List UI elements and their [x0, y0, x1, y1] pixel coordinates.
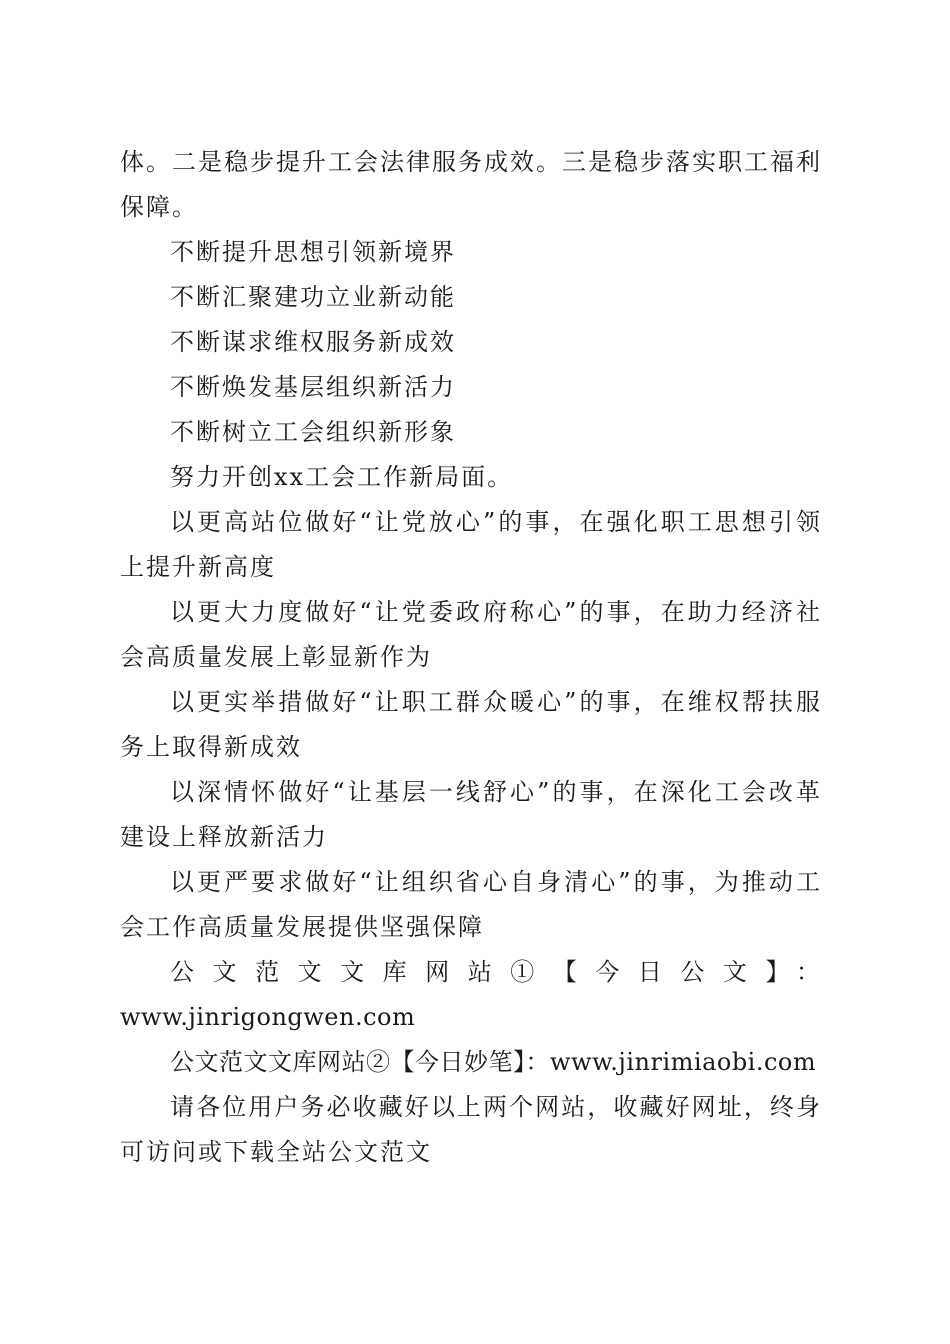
paragraph: 以深情怀做好“让基层一线舒心”的事，在深化工会改革建设上释放新活力	[120, 778, 822, 851]
notice-paragraph: 请各位用户务必收藏好以上两个网站，收藏好网址，终身可访问或下载全站公文范文	[120, 1093, 822, 1166]
paragraph: 以更大力度做好“让党委政府称心”的事，在助力经济社会高质量发展上彰显新作为	[120, 598, 822, 671]
paragraph: 不断提升思想引领新境界	[170, 238, 456, 266]
site1-label: 公文范文文库网站①【今日公文】：	[170, 958, 822, 986]
paragraph: 以更高站位做好“让党放心”的事，在强化职工思想引领上提升新高度	[120, 508, 822, 581]
site2-line: 公文范文文库网站②【今日妙笔】：www.jinrimiaobi.com	[170, 1048, 817, 1076]
paragraph: 不断树立工会组织新形象	[170, 418, 456, 446]
site1-url: www.jinrigongwen.com	[120, 1003, 416, 1031]
document-body	[120, 140, 822, 1175]
paragraph: 努力开创xx工会工作新局面。	[170, 463, 514, 491]
paragraph: 不断谋求维权服务新成效	[170, 328, 456, 356]
paragraph: 体。二是稳步提升工会法律服务成效。三是稳步落实职工福利保障。	[120, 148, 822, 221]
paragraph: 以更严要求做好“让组织省心自身清心”的事，为推动工会工作高质量发展提供坚强保障	[120, 868, 822, 941]
paragraph: 不断汇聚建功立业新动能	[170, 283, 456, 311]
paragraph: 以更实举措做好“让职工群众暖心”的事，在维权帮扶服务上取得新成效	[120, 688, 822, 761]
paragraph: 不断焕发基层组织新活力	[170, 373, 456, 401]
